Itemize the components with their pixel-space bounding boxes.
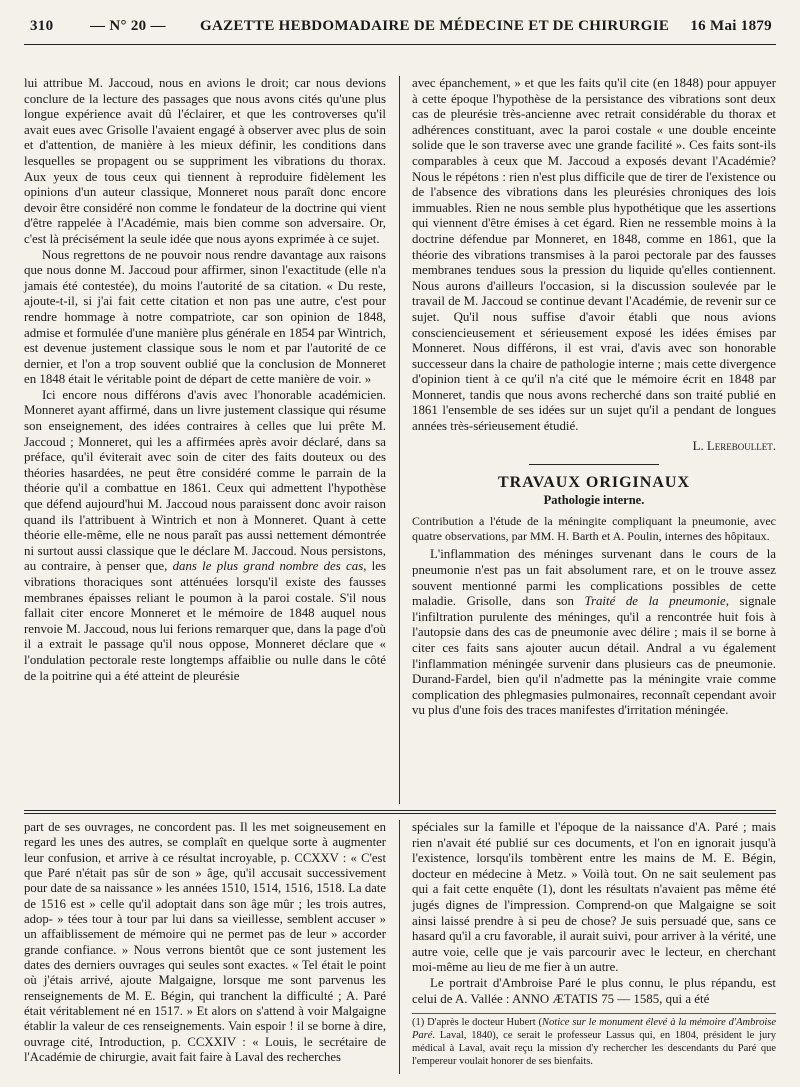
feuilleton-column-right <box>412 820 776 1068</box>
issue-date: 16 Mai 1879 <box>690 18 772 34</box>
paragraph <box>412 547 776 719</box>
paragraph: lui attribue M. Jaccoud, nous en avions le droit; car nous devions conclure de la lecture des passages que nous avons cités qu'une plus longue expérience avait dû l'éclairer, et que les controverses qu'il avait eues avec Grisolle l'avaient engagé à observer avec plus de soin et d'attention, de manière à les mieux définir, les conditions dans lesquelles se propagent ou se suppriment les vibrations du thorax. Aux yeux de tous ceux qui tiennent à reproduire fidèlement les opinions d'un auteur classique, Monneret nous paraît donc encore devoir être considéré non comme le fondateur de la doctrine qui vient d'être rappelée à l'Académie, mais bien comme son adversaire. Or, c'est là précisément la seule idée que nous ayons exprimée à ce sujet. <box>24 76 386 246</box>
paragraph: Nous regrettons de ne pouvoir nous rendre davantage aux raisons que nous donne M. Jaccoud pour affirmer, sinon l'exactitude (elle n'a jamais été contestée), du moins l'autorité de sa citation. « Du reste, ajoute-t-il, si j'ai fait cette citation et non pas une autre, c'est pour rendre hommage à notre compatriote, car son opinion de 1848, admise et formulée d'une manière plus générale en 1854 par Wintrich, est devenue justement classique sous le nom et par l'autorité de ce dernier, et l'on a trop souvent oublié que la conclusion de Monneret en 1848 était le véritable point de départ de cette manière de voir. » <box>24 247 386 387</box>
column-divider-top <box>399 76 400 804</box>
footnote <box>412 1013 776 1068</box>
text-run: L'inflammation des méninges survenant dans le cours de la pneumonie n'est pas un fait absolument rare, et on le trouve assez souvent mentionné parmi les complications possibles de cette maladie. Grisolle, dans son <box>412 547 776 609</box>
text-run: . Laval, 1840), ce serait le professeur Lassus qui, en 1804, président le jury médical à Laval, avait reçu la mission d'y rechercher les descendants du Paré que l'empereur voulait honorer de ses bienfaits. <box>412 1029 776 1067</box>
paragraph: Le portrait d'Ambroise Paré le plus connu, le plus répandu, est celui de A. Vallée : ANNO ÆTATIS 75 — 1585, qui a été <box>412 975 776 1006</box>
newspaper-page <box>24 12 776 1078</box>
text-run: , signale l'infiltration purulente des méninges, qu'il a rencontrée huit fois à l'autopsie dans des cas de pneumonie avec délire ; mais il se borne à citer ces faits sans ajouter aucun détail. Andral a vu également l'inflammation méningée survenir dans plusieurs cas de pneumonie. Durand-Fardel, bien qu'il n'admette pas la méningite vraie comme complication des phlegmasies pulmonaires, reconnaît cependant avoir vu plus d'une fois des traces manifestes d'irritation méningée. <box>412 594 776 718</box>
section-divider <box>529 464 659 465</box>
article-heading: Contribution a l'étude de la méningite compliquant la pneumonie, avec quatre observations, par MM. H. Barth et A. Poulin, internes des hôpitaux. <box>412 514 776 543</box>
section-title: TRAVAUX ORIGINAUX <box>498 474 690 492</box>
text-run: , les vibrations thoraciques sont atténuées lorsqu'il existe des fausses membranes épaisses reliant le poumon à la paroi costale. S'il nous fallait citer encore Monneret et le mémoire de 1848 auquel nous renvoie M. Jaccoud, nous lui ferions remarquer que, dans la page d'où il a extrait le passage qu'il nous oppose, Monneret déclare que « l'ondulation pectorale reste longtemps affaiblie ou nulle dans le côté de la poitrine qui a été atteint de pleurésie <box>24 559 386 683</box>
paragraph: part de ses ouvrages, ne concordent pas. Il les met soigneusement en regard les unes des autres, se complaît en quelque sorte à augmenter leur confusion, et arrive à ce résultat incroyable, p. CCXXV : « C'est que Paré n'était pas sûr de son » âge, qu'il accusait successivement pour date de sa naissance » les années 1510, 1514, 1516, 1518. La date de 1516 est » celle qu'il adoptait dans son âge mûr ; les trois autres, adop- » tées tour à tour par lui dans sa vieillesse, semblent accuser » un affaiblissement de mémoire qui ne permet pas de leur » accorder grande confiance. » Nous verrons bientôt que ce sont justement les dates des derniers ouvrages qui seules sont exactes. « Tel était le point où j'étais arrivé, ajoute Malgaigne, lorsque me sont parvenus les renseignements de M. E. Bégin, qui tranchent la difficulté ; A. Paré était véritablement né en 1517. » Et alors on s'attend à voir Malgaigne établir la valeur de ces renseignements. Vain espoir ! il se borne à dire, ouvrage cité, Introduction, p. CCXXIV : « Louis, le secrétaire de l'Académie de chirurgie, avait fait faire à Laval des recherches <box>24 820 386 1065</box>
text-run: (1) D'après le docteur Hubert ( <box>412 1017 543 1029</box>
emphasis-text: Traité de la pneumonie <box>584 594 726 609</box>
page-number: 310 <box>30 18 54 34</box>
feuilleton-column-left <box>24 820 386 1066</box>
section-subtitle: Pathologie interne. <box>543 492 645 507</box>
emphasis-text: Notice sur le monument élevé à la mémoire d'Ambroise Paré <box>412 1017 776 1041</box>
page-header <box>24 14 776 40</box>
paragraph: spéciales sur la famille et l'époque de la naissance d'A. Paré ; mais rien n'avait été publié sur ces documents, et l'on en ignorait jusqu'à l'existence, lorsqu'ils tombèrent entre les mains de M. E. Bégin, docteur en médecine à Metz. » Voilà tout. On ne sait seulement pas qui a fait cette enquête (1), dont les résultats n'avaient pas même été jugés dignes de l'impression. Comprend-on que Malgaigne se soit ainsi laissé prendre à si peu de chose? Je suis persuadé que, sans ce hasard qu'il a cru favorable, il aurait suivi, pour arriver à la vérité, une autre voie, celle que je vais parcourir avec le lecteur, en cherchant moi-même au lieu de me fier à un autre. <box>412 820 776 975</box>
paragraph: avec épanchement, » et que les faits qu'il cite (en 1848) pour appuyer à cette époque l'hypothèse de la persistance des vibrations sont deux cas de pleurésie très-ancienne avec retrait considérable du thorax et adhérences constituant, avec la paroi costale « une double enceinte solide que le son traverse avec une grande facilité ». Ces faits sont-ils comparables à ceux que M. Jaccoud a exposés devant l'Académie? Nous le répétons : rien n'est plus difficile que de tirer de l'existence ou de l'absence des vibrations dans les pleurésies chroniques des lois immuables. Rien ne nous semble plus hypothétique que les assertions qui viennent d'être émises à cet égard. Rien ne ressemble moins à la doctrine défendue par Monneret, en 1848, comme en 1861, que la théorie des vibrations transmises à la paroi pectorale par des fausses membranes tendues sous la pression du liquide qu'elles contiennent. Nous aurons d'ailleurs l'occasion, si la discussion soulevée par le travail de M. Jaccoud se continue devant l'Académie, de revenir sur ce sujet. Qu'il nous suffise d'avoir établi que nous avions consciencieusement et sérieusement exposé les idées émises par Monneret. Nous différons, il est vrai, d'avis avec son honorable successeur dans la chaire de pathologie interne ; mais cette divergence d'opinion tient à ce qu'il n'a cité que le mémoire écrit en 1848 par Monneret, tandis que nous avons recherché dans son traité publié en 1861 l'ensemble de ses idées sur un sujet qu'il a pendant de longues années très-sérieusement étudié. <box>412 76 776 434</box>
article-column-top-left <box>24 76 386 684</box>
article-column-top-right <box>412 76 776 719</box>
feuilleton-rule <box>24 810 776 811</box>
issue-number: — N° 20 — <box>90 18 166 34</box>
feuilleton-rule <box>24 813 776 814</box>
header-rule <box>24 44 776 45</box>
journal-title: GAZETTE HEBDOMADAIRE DE MÉDECINE ET DE CHIRURGIE <box>200 18 670 34</box>
author-signature: L. Lereboullet. <box>692 438 776 453</box>
emphasis-text: dans le plus grand nombre des cas <box>172 559 364 574</box>
text-run: Ici encore nous différons d'avis avec l'honorable académicien. Monneret ayant affirmé, dans un livre justement classique qui résume son enseignement, des idées contraires à celles que lui prête M. Jaccoud ; Monneret, qui les a affirmées après avoir déclaré, dans sa préface, qu'il éviterait avec soin de citer des faits douteux ou des théories hasardées, ne peut être considéré comme le parrain de la théorie qu'il a combattue en 1861. Ceux qui admettent l'hypothèse que défend aujourd'hui M. Jaccoud nous paraissent donc avoir raison quand ils l'attribuent à Wintrich et non à Monneret. Quant à cette théorie elle-même, elle ne nous paraît pas aussi nettement démontrée ni surtout aussi classique que le déclare M. Jaccoud. Nous persistons, au contraire, à penser que, <box>24 387 386 574</box>
column-divider-bottom <box>399 820 400 1074</box>
paragraph <box>24 388 386 684</box>
